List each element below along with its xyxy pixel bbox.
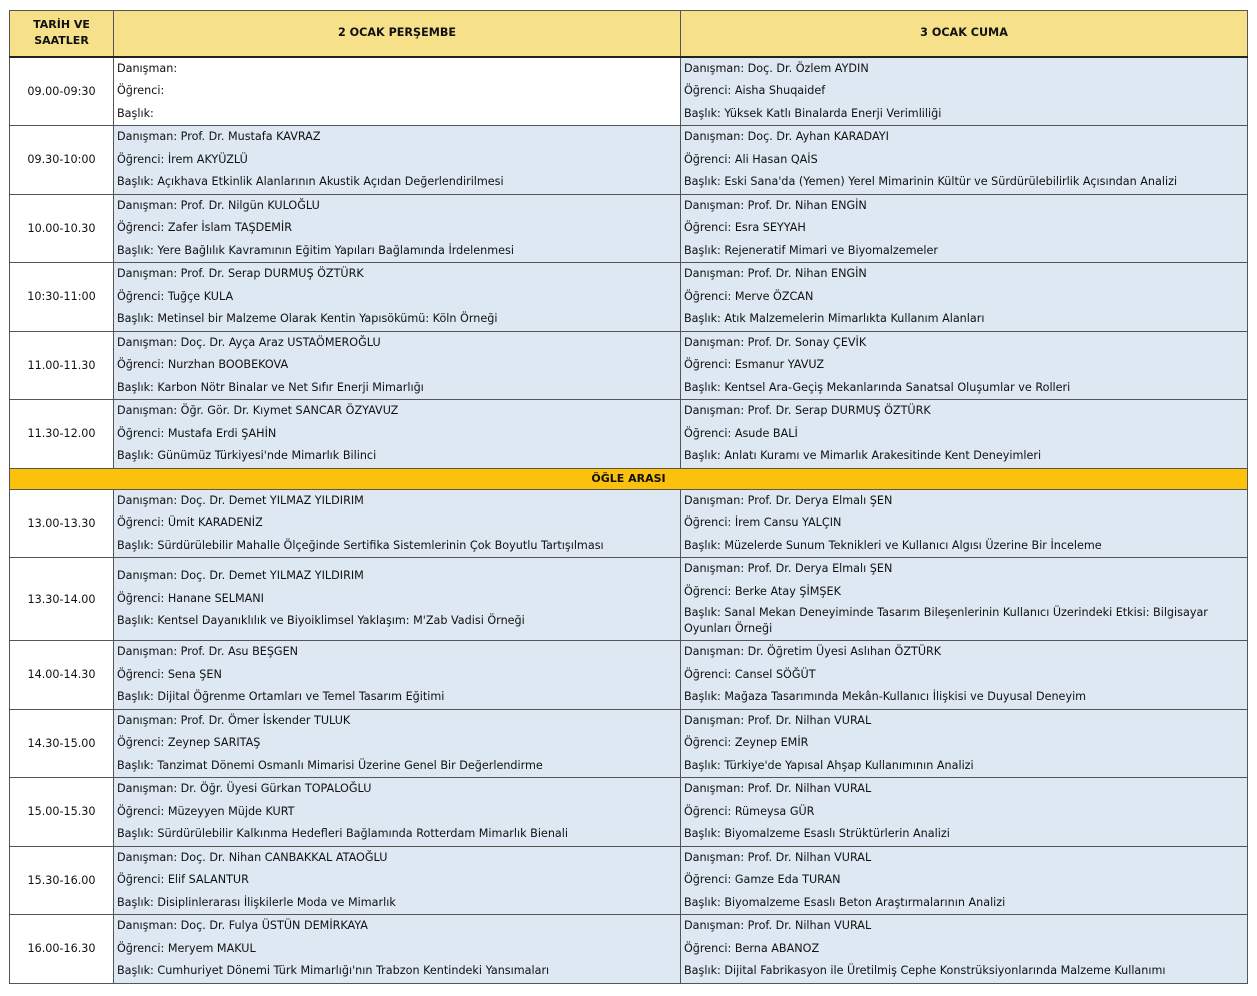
- title-line: Başlık: Açıkhava Etkinlik Alanlarının Akustik Açıdan Değerlendirilmesi: [117, 175, 504, 188]
- advisor-line: Danışman: Doç. Dr. Demet YILMAZ YILDIRIM: [117, 493, 364, 507]
- day2-session-cell: [681, 558, 1248, 641]
- advisor-line: Danışman: Prof. Dr. Asu BEŞGEN: [117, 645, 299, 658]
- schedule-row: [10, 489, 1248, 558]
- student-line: Öğrenci: İrem AKYÜZLÜ: [117, 152, 248, 166]
- day2-header: 3 OCAK CUMA: [681, 11, 1248, 57]
- day1-session-cell: [114, 194, 681, 263]
- title-line: Başlık: Dijital Fabrikasyon ile Üretilmiş Cephe Konstrüksiyonlarında Malzeme Kullanımı: [684, 964, 1166, 977]
- day2-session-cell: [681, 641, 1248, 710]
- student-line: Öğrenci: Müzeyyen Müjde KURT: [117, 804, 295, 818]
- title-line: Başlık: Karbon Nötr Binalar ve Net Sıfır Enerji Mimarlığı: [117, 380, 424, 394]
- day2-session-cell: [681, 331, 1248, 400]
- day1-session-cell: [114, 558, 681, 641]
- day1-header: 2 OCAK PERŞEMBE: [114, 11, 681, 57]
- student-line: Öğrenci: Elif SALANTUR: [117, 873, 249, 886]
- title-line: Başlık: Müzelerde Sunum Teknikleri ve Kullanıcı Algısı Üzerine Bir İnceleme: [684, 538, 1102, 552]
- schedule-row: [10, 400, 1248, 469]
- lunch-break-label: ÖĞLE ARASI: [10, 468, 1248, 489]
- time-header-line2: SAATLER: [34, 34, 89, 48]
- header-row: [10, 11, 1248, 57]
- title-line: Başlık: Sanal Mekan Deneyiminde Tasarım Bileşenlerinin Kullanıcı Üzerindeki Etkisi: Bilgisayar Oyunları Örneği: [684, 606, 1208, 635]
- day1-session-cell: [114, 263, 681, 332]
- time-cell: 09.00-09:30: [10, 57, 114, 126]
- time-cell: 11.30-12.00: [10, 400, 114, 469]
- title-line: Başlık: Rejeneratif Mimari ve Biyomalzemeler: [684, 243, 939, 257]
- title-line: Başlık: Yüksek Katlı Binalarda Enerji Verimliliği: [684, 106, 942, 120]
- advisor-line: Danışman: Prof. Dr. Mustafa KAVRAZ: [117, 130, 321, 143]
- advisor-line: Danışman: Prof. Dr. Derya Elmalı ŞEN: [684, 493, 893, 507]
- schedule-body: [10, 57, 1248, 984]
- title-line: Başlık: Metinsel bir Malzeme Olarak Kentin Yapısökümü: Köln Örneği: [117, 312, 498, 325]
- schedule-table: [9, 10, 1248, 984]
- schedule-row: [10, 57, 1248, 126]
- day1-session-cell: [114, 846, 681, 915]
- title-line: Başlık: Disiplinlerarası İlişkilerle Moda ve Mimarlık: [117, 895, 396, 909]
- day1-session-cell: [114, 489, 681, 558]
- time-cell: 09.30-10:00: [10, 126, 114, 195]
- time-cell: 14.30-15.00: [10, 709, 114, 778]
- schedule-row: [10, 194, 1248, 263]
- student-line: Öğrenci: Hanane SELMANI: [117, 591, 264, 605]
- time-header: [10, 11, 114, 57]
- time-cell: 13.00-13.30: [10, 489, 114, 558]
- student-line: Öğrenci: Zeynep SARITAŞ: [117, 736, 261, 749]
- title-line: Başlık: Sürdürülebilir Kalkınma Hedefleri Bağlamında Rotterdam Mimarlık Bienali: [117, 827, 568, 840]
- advisor-line: Danışman: Doç. Dr. Demet YILMAZ YILDIRIM: [117, 569, 364, 583]
- time-cell: 16.00-16.30: [10, 915, 114, 984]
- time-cell: 15.30-16.00: [10, 846, 114, 915]
- advisor-line: Danışman: Prof. Dr. Nihan ENGİN: [684, 267, 867, 280]
- title-line: Başlık: Anlatı Kuramı ve Mimarlık Arakesitinde Kent Deneyimleri: [684, 449, 1042, 462]
- title-line: Başlık: Biyomalzeme Esaslı Strüktürlerin Analizi: [684, 827, 950, 840]
- student-line: Öğrenci: Merve ÖZCAN: [684, 289, 814, 303]
- title-line: Başlık: Günümüz Türkiyesi'nde Mimarlık Bilinci: [117, 449, 377, 462]
- student-line: Öğrenci: Ali Hasan QAİS: [684, 152, 818, 166]
- day2-session-cell: [681, 709, 1248, 778]
- title-line: Başlık: Kentsel Dayanıklılık ve Biyoiklimsel Yaklaşım: M'Zab Vadisi Örneği: [117, 614, 525, 628]
- time-header-line1: TARİH VE: [33, 18, 90, 32]
- title-line: Başlık: Atık Malzemelerin Mimarlıkta Kullanım Alanları: [684, 312, 985, 325]
- day1-session-cell: [114, 641, 681, 710]
- student-line: Öğrenci: Mustafa Erdi ŞAHİN: [117, 426, 277, 440]
- day1-session-cell: [114, 126, 681, 195]
- schedule-row: [10, 331, 1248, 400]
- title-line: Başlık: Biyomalzeme Esaslı Beton Araştırmalarının Analizi: [684, 895, 1006, 909]
- advisor-line: Danışman: Prof. Dr. Nilhan VURAL: [684, 850, 872, 864]
- student-line: Öğrenci: Berke Atay ŞİMŞEK: [684, 584, 841, 598]
- title-line: Başlık: Eski Sana'da (Yemen) Yerel Mimarinin Kültür ve Sürdürülebilirlik Açısından Analizi: [684, 175, 1178, 188]
- day2-session-cell: [681, 126, 1248, 195]
- title-line: Başlık: Tanzimat Dönemi Osmanlı Mimarisi Üzerine Genel Bir Değerlendirme: [117, 758, 543, 772]
- advisor-line: Danışman: Prof. Dr. Nilhan VURAL: [684, 713, 872, 727]
- title-line: Başlık: Mağaza Tasarımında Mekân-Kullanıcı İlişkisi ve Duyusal Deneyim: [684, 690, 1087, 703]
- student-line: Öğrenci: Esra SEYYAH: [684, 221, 806, 234]
- student-line: Öğrenci: Ümit KARADENİZ: [117, 516, 263, 529]
- advisor-line: Danışman: Prof. Dr. Nihan ENGİN: [684, 198, 867, 212]
- advisor-line: Danışman: Doç. Dr. Ayça Araz USTAÖMEROĞLU: [117, 335, 381, 349]
- day1-session-cell: [114, 915, 681, 984]
- student-line: Öğrenci: Meryem MAKUL: [117, 941, 256, 955]
- schedule-row: [10, 126, 1248, 195]
- student-line: Öğrenci: Zeynep EMİR: [684, 736, 809, 749]
- schedule-row: [10, 263, 1248, 332]
- schedule-row: [10, 641, 1248, 710]
- student-line: Öğrenci:: [117, 84, 165, 97]
- advisor-line: Danışman: Prof. Dr. Ömer İskender TULUK: [117, 713, 351, 727]
- schedule-row: [10, 778, 1248, 847]
- student-line: Öğrenci: Tuğçe KULA: [117, 289, 234, 303]
- day1-session-cell: [114, 709, 681, 778]
- student-line: Öğrenci: Asude BALİ: [684, 426, 798, 440]
- title-line: Başlık: Türkiye'de Yapısal Ahşap Kullanımının Analizi: [684, 758, 974, 772]
- student-line: Öğrenci: Berna ABANOZ: [684, 941, 820, 955]
- time-cell: 15.00-15.30: [10, 778, 114, 847]
- advisor-line: Danışman: Öğr. Gör. Dr. Kıymet SANCAR ÖZYAVUZ: [117, 404, 399, 417]
- day2-session-cell: [681, 194, 1248, 263]
- schedule-row: [10, 709, 1248, 778]
- student-line: Öğrenci: Zafer İslam TAŞDEMİR: [117, 221, 292, 234]
- advisor-line: Danışman: Doç. Dr. Ayhan KARADAYI: [684, 130, 889, 143]
- title-line: Başlık: Dijital Öğrenme Ortamları ve Temel Tasarım Eğitimi: [117, 690, 445, 703]
- title-line: Başlık: Sürdürülebilir Mahalle Ölçeğinde Sertifika Sistemlerinin Çok Boyutlu Tartışılması: [117, 538, 604, 552]
- time-cell: 10:30-11:00: [10, 263, 114, 332]
- time-cell: 11.00-11.30: [10, 331, 114, 400]
- student-line: Öğrenci: Aisha Shuqaidef: [684, 84, 826, 97]
- advisor-line: Danışman:: [117, 61, 178, 75]
- advisor-line: Danışman: Doç. Dr. Fulya ÜSTÜN DEMİRKAYA: [117, 919, 368, 932]
- day1-session-cell: [114, 778, 681, 847]
- day1-session-cell: [114, 57, 681, 126]
- student-line: Öğrenci: Gamze Eda TURAN: [684, 873, 841, 886]
- advisor-line: Danışman: Dr. Öğr. Üyesi Gürkan TOPALOĞLU: [117, 782, 372, 795]
- advisor-line: Danışman: Prof. Dr. Nilgün KULOĞLU: [117, 198, 320, 212]
- advisor-line: Danışman: Doç. Dr. Nihan CANBAKKAL ATAOĞLU: [117, 850, 388, 864]
- lunch-break-row: [10, 468, 1248, 489]
- advisor-line: Danışman: Prof. Dr. Serap DURMUŞ ÖZTÜRK: [684, 404, 931, 417]
- day2-session-cell: [681, 915, 1248, 984]
- advisor-line: Danışman: Prof. Dr. Sonay ÇEVİK: [684, 335, 867, 349]
- student-line: Öğrenci: Sena ŞEN: [117, 667, 222, 681]
- advisor-line: Danışman: Prof. Dr. Serap DURMUŞ ÖZTÜRK: [117, 267, 364, 280]
- time-cell: 10.00-10.30: [10, 194, 114, 263]
- day1-session-cell: [114, 400, 681, 469]
- student-line: Öğrenci: Cansel SÖĞÜT: [684, 667, 816, 681]
- title-line: Başlık: Yere Bağlılık Kavramının Eğitim Yapıları Bağlamında İrdelenmesi: [117, 243, 514, 257]
- advisor-line: Danışman: Prof. Dr. Derya Elmalı ŞEN: [684, 562, 893, 575]
- title-line: Başlık:: [117, 106, 154, 120]
- schedule-row: [10, 846, 1248, 915]
- day2-session-cell: [681, 263, 1248, 332]
- day2-session-cell: [681, 400, 1248, 469]
- title-line: Başlık: Cumhuriyet Dönemi Türk Mimarlığı'nın Trabzon Kentindeki Yansımaları: [117, 964, 550, 977]
- day1-session-cell: [114, 331, 681, 400]
- time-cell: 13.30-14.00: [10, 558, 114, 641]
- schedule-row: [10, 558, 1248, 641]
- time-cell: 14.00-14.30: [10, 641, 114, 710]
- student-line: Öğrenci: Nurzhan BOOBEKOVA: [117, 358, 289, 371]
- day2-session-cell: [681, 846, 1248, 915]
- advisor-line: Danışman: Prof. Dr. Nilhan VURAL: [684, 782, 872, 795]
- student-line: Öğrenci: İrem Cansu YALÇIN: [684, 516, 842, 529]
- student-line: Öğrenci: Esmanur YAVUZ: [684, 358, 825, 371]
- day2-session-cell: [681, 778, 1248, 847]
- title-line: Başlık: Kentsel Ara-Geçiş Mekanlarında Sanatsal Oluşumlar ve Rolleri: [684, 380, 1071, 394]
- advisor-line: Danışman: Doç. Dr. Özlem AYDIN: [684, 61, 869, 75]
- day2-session-cell: [681, 57, 1248, 126]
- student-line: Öğrenci: Rümeysa GÜR: [684, 804, 815, 818]
- day2-session-cell: [681, 489, 1248, 558]
- advisor-line: Danışman: Prof. Dr. Nilhan VURAL: [684, 919, 872, 932]
- schedule-row: [10, 915, 1248, 984]
- advisor-line: Danışman: Dr. Öğretim Üyesi Aslıhan ÖZTÜRK: [684, 645, 942, 658]
